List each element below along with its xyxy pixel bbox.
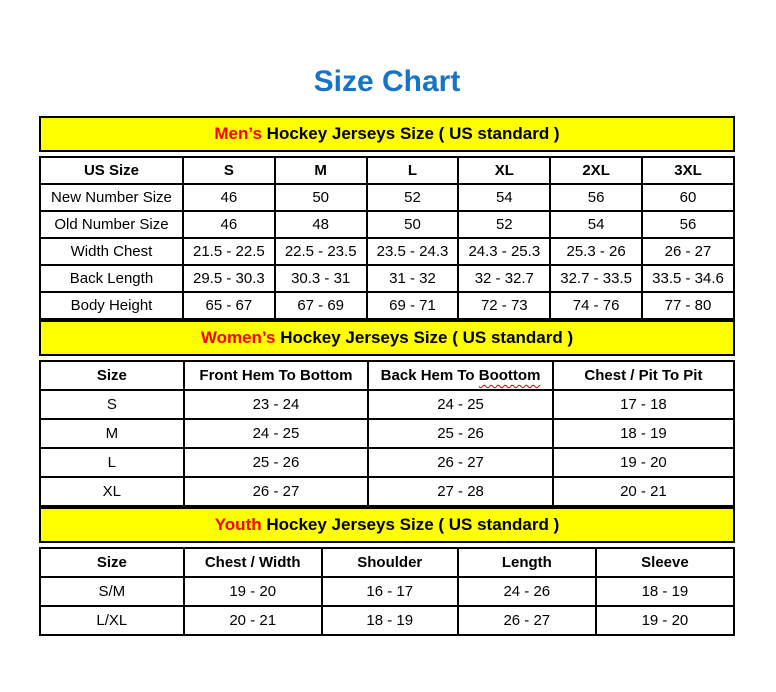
cell: 56 [550,184,642,211]
table-row-width-chest [40,238,734,265]
cell: 18 - 19 [322,606,458,635]
cell: 60 [642,184,734,211]
cell: 16 - 17 [322,577,458,606]
page-title: Size Chart [313,65,461,98]
cell: 20 - 21 [553,477,734,506]
cell: 65 - 67 [183,292,275,319]
table-row-xl [40,477,734,506]
row-label: M [40,419,184,448]
cell: 48 [275,211,367,238]
back-hem-text: Back Hem To [380,367,479,384]
table-row-back-length [40,265,734,292]
cell: 54 [458,184,550,211]
cell: 25 - 26 [184,448,369,477]
column-header-3xl: 3XL [642,157,734,184]
table-row-new-number-size [40,184,734,211]
cell: 23 - 24 [184,390,369,419]
cell: 56 [642,211,734,238]
column-header-xl: XL [458,157,550,184]
cell: 18 - 19 [596,577,734,606]
youth-section-header [39,507,735,543]
cell: 27 - 28 [368,477,553,506]
column-header-s: S [183,157,275,184]
cell: 21.5 - 22.5 [183,238,275,265]
column-header-chest-width: Chest / Width [184,548,322,577]
cell: 69 - 71 [367,292,459,319]
row-label: XL [40,477,184,506]
mens-highlight-label: Men’s [214,124,262,143]
column-header-m: M [275,157,367,184]
column-header-chest-pit: Chest / Pit To Pit [553,361,734,390]
cell: 29.5 - 30.3 [183,265,275,292]
column-header-size: Size [40,361,184,390]
cell: 46 [183,184,275,211]
cell: 74 - 76 [550,292,642,319]
cell: 25.3 - 26 [550,238,642,265]
cell: 19 - 20 [184,577,322,606]
cell: 46 [183,211,275,238]
column-header-2xl: 2XL [550,157,642,184]
cell: 20 - 21 [184,606,322,635]
row-label: L [40,448,184,477]
cell: 19 - 20 [553,448,734,477]
cell: 33.5 - 34.6 [642,265,734,292]
cell: 50 [275,184,367,211]
cell: 24.3 - 25.3 [458,238,550,265]
column-header-us-size: US Size [40,157,183,184]
cell: 30.3 - 31 [275,265,367,292]
cell: 54 [550,211,642,238]
mens-section-header [39,116,735,152]
column-header-shoulder: Shoulder [322,548,458,577]
cell: 17 - 18 [553,390,734,419]
table-row-lxl [40,606,734,635]
cell: 32 - 32.7 [458,265,550,292]
cell: 23.5 - 24.3 [367,238,459,265]
youth-header-row [40,548,734,577]
column-header-back-hem [368,361,553,390]
row-label: Body Height [40,292,183,319]
table-row-sm [40,577,734,606]
row-label: Old Number Size [40,211,183,238]
table-row-m [40,419,734,448]
womens-highlight-label: Women’s [200,328,276,347]
mens-header-row [40,157,734,184]
youth-highlight-label: Youth [214,515,262,534]
cell: 32.7 - 33.5 [550,265,642,292]
cell: 67 - 69 [275,292,367,319]
column-header-length: Length [458,548,596,577]
table-row-l [40,448,734,477]
cell: 26 - 27 [368,448,553,477]
column-header-size: Size [40,548,184,577]
mens-header-text: Hockey Jerseys Size ( US standard ) [261,124,560,143]
table-row-body-height [40,292,734,319]
row-label: S [40,390,184,419]
row-label: L/XL [40,606,184,635]
cell: 24 - 25 [184,419,369,448]
table-row-old-number-size [40,211,734,238]
row-label: Back Length [40,265,183,292]
womens-header-row [40,361,734,390]
column-header-front-hem: Front Hem To Bottom [184,361,369,390]
row-label: S/M [40,577,184,606]
mens-size-table [39,156,735,320]
column-header-sleeve: Sleeve [596,548,734,577]
cell: 24 - 25 [368,390,553,419]
cell: 22.5 - 23.5 [275,238,367,265]
misspelled-word: Boottom [478,367,541,384]
row-label: Width Chest [40,238,183,265]
cell: 52 [367,184,459,211]
size-chart-document [39,0,735,636]
row-label: New Number Size [40,184,183,211]
womens-size-table [39,360,735,507]
cell: 25 - 26 [368,419,553,448]
cell: 18 - 19 [553,419,734,448]
cell: 19 - 20 [596,606,734,635]
womens-section-header [39,320,735,356]
cell: 50 [367,211,459,238]
cell: 77 - 80 [642,292,734,319]
cell: 26 - 27 [642,238,734,265]
table-row-s [40,390,734,419]
youth-size-table [39,547,735,636]
cell: 52 [458,211,550,238]
cell: 24 - 26 [458,577,596,606]
column-header-l: L [367,157,459,184]
cell: 72 - 73 [458,292,550,319]
cell: 31 - 32 [367,265,459,292]
youth-header-text: Hockey Jerseys Size ( US standard ) [261,515,560,534]
cell: 26 - 27 [458,606,596,635]
cell: 26 - 27 [184,477,369,506]
womens-header-text: Hockey Jerseys Size ( US standard ) [275,328,574,347]
